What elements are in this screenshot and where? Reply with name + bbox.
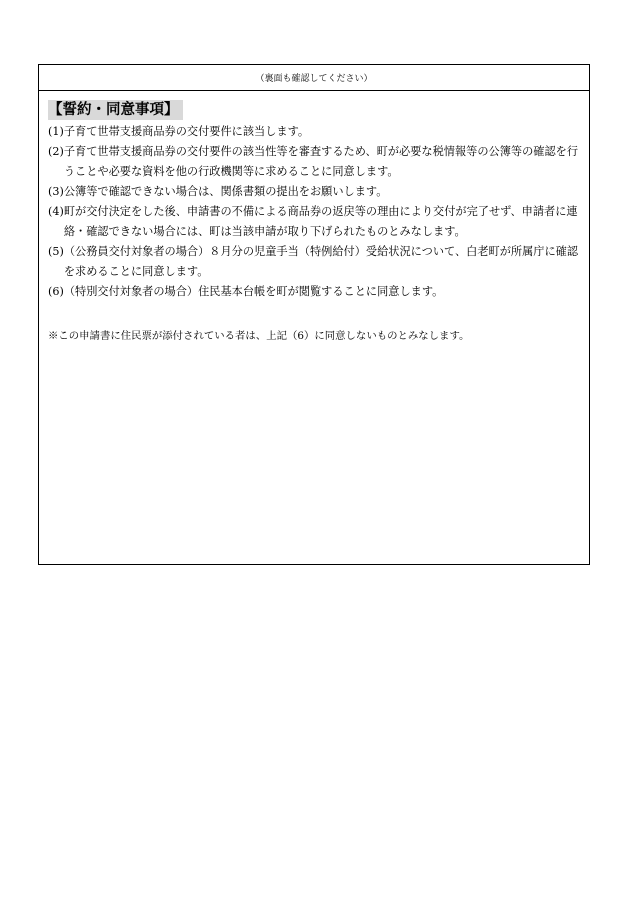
item-number: (4)	[48, 205, 64, 218]
consent-item-5	[48, 242, 580, 282]
item-number: (5)	[48, 245, 64, 258]
item-text: 公簿等で確認できない場合は、関係書類の提出をお願いします。	[63, 185, 388, 198]
item-text: 町が交付決定をした後、申請書の不備による商品券の返戻等の理由により交付が完了せず、申請者に連絡・確認できない場合には、町は当該申請が取り下げられたものとみなします。	[63, 205, 578, 238]
item-number: (6)	[48, 285, 64, 298]
item-text: 子育て世帯支援商品券の交付要件の該当性等を審査するため、町が必要な税情報等の公簿等の確認を行うことや必要な資料を他の行政機関等に求めることに同意します。	[63, 145, 579, 178]
consent-item-2	[48, 142, 580, 182]
consent-item-3	[48, 182, 580, 202]
item-number: (3)	[48, 185, 64, 198]
item-text: （特別交付対象者の場合）住民基本台帳を町が閲覧することに同意します。	[63, 285, 444, 298]
consent-form-box	[38, 64, 590, 565]
consent-content	[39, 91, 589, 346]
item-text: （公務員交付対象者の場合）８月分の児童手当（特例給付）受給状況について、白老町が所属庁に確認を求めることに同意します。	[63, 245, 579, 278]
item-number: (1)	[48, 125, 64, 138]
item-text: 子育て世帯支援商品券の交付要件に該当します。	[63, 125, 310, 138]
consent-item-6	[48, 282, 580, 302]
item-number: (2)	[48, 145, 64, 158]
consent-item-4	[48, 202, 580, 242]
reverse-side-note: （裏面も確認してください）	[39, 65, 589, 91]
section-title: 【誓約・同意事項】	[48, 100, 183, 120]
footnote: ※この申請書に住民票が添付されている者は、上記（6）に同意しないものとみなします。	[48, 330, 470, 342]
consent-item-1	[48, 122, 580, 142]
